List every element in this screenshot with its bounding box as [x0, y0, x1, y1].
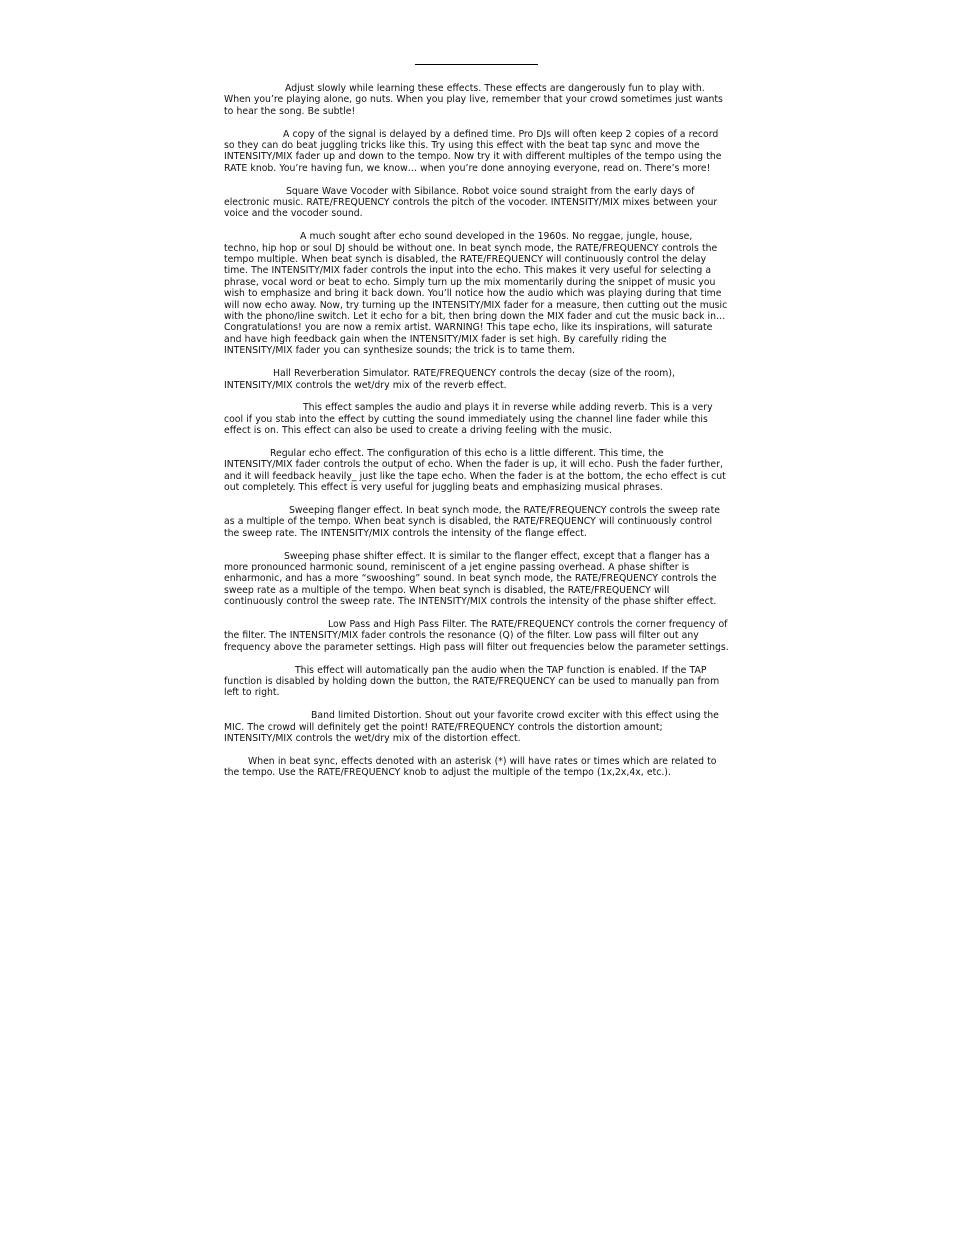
paragraph-text: Low Pass and High Pass Filter. The RATE/FREQUENCY controls the corner frequency of the filter. The INTENSITY/MIX fader controls the resonance (Q) of the filter. Low pass will filter out any frequency above the parameter settings. High pass will filter out frequencies below the parameter settings.: [224, 618, 729, 653]
effect-paragraph: [224, 505, 730, 539]
paragraph-text: Adjust slowly while learning these effects. These effects are dangerously fun to play with. When you’re playing alone, go nuts. When you play live, remember that your crowd sometimes just wants to hear the song. Be subtle!: [224, 83, 723, 117]
paragraph-text: Hall Reverberation Simulator. RATE/FREQUENCY controls the decay (size of the room), INTENSITY/MIX controls the wet/dry mix of the reverb effect.: [224, 368, 675, 391]
heading-rule: [415, 64, 538, 65]
effect-paragraph: [224, 368, 730, 391]
effect-paragraph: [224, 619, 730, 653]
effect-paragraph: [224, 448, 730, 494]
paragraph-text: Sweeping flanger effect. In beat synch mode, the RATE/FREQUENCY controls the sweep rate as a multiple of the tempo. When beat synch is disabled, the RATE/FREQUENCY will continuously control the sweep rate. The INTENSITY/MIX controls the intensity of the flange effect.: [224, 504, 720, 539]
effects-description-list: [224, 83, 730, 790]
effect-paragraph: [224, 551, 730, 608]
paragraph-text: Regular echo effect. The configuration of this echo is a little different. This time, the INTENSITY/MIX fader controls the output of echo. When the fader is up, it will echo. Push the fader further, and it will feedback heavily_ just like the tape echo. When the fader is at the bottom, the echo effect is cut out completely. This effect is very useful for juggling beats and emphasizing musical phrases.: [224, 447, 726, 494]
paragraph-text: Band limited Distortion. Shout out your favorite crowd exciter with this effect using the MIC. The crowd will definitely get the point! RATE/FREQUENCY controls the distortion amount; INTENSITY/MIX controls the wet/dry mix of the distortion effect.: [224, 710, 719, 744]
beat-sync-note: [224, 756, 730, 779]
paragraph-text: Square Wave Vocoder with Sibilance. Robot voice sound straight from the early days of electronic music. RATE/FREQUENCY controls the pitch of the vocoder. INTENSITY/MIX mixes between your voice and the vocoder sound.: [224, 185, 718, 220]
paragraph-text: This effect will automatically pan the audio when the TAP function is enabled. If the TAP function is disabled by holding down the button, the RATE/FREQUENCY can be used to manually pan from left to right.: [224, 664, 720, 699]
effect-paragraph: [224, 710, 730, 744]
paragraph-text: When in beat sync, effects denoted with an asterisk (*) will have rates or times which are related to the tempo. Use the RATE/FREQUENCY knob to adjust the multiple of the tempo (1x,2x,4x, etc.).: [224, 755, 717, 779]
paragraph-text: This effect samples the audio and plays it in reverse while adding reverb. This is a very cool if you stab into the effect by cutting the sound immediately using the channel line fader while this effect is on. This effect can also be used to create a driving feeling with the music.: [224, 402, 713, 437]
effect-paragraph: [224, 665, 730, 699]
effect-paragraph: [224, 231, 730, 356]
effect-paragraph: [224, 186, 730, 220]
paragraph-text: A much sought after echo sound developed in the 1960s. No reggae, jungle, house, techno, hip hop or soul DJ should be without one. In beat synch mode, the RATE/FREQUENCY controls the tempo multiple. When beat synch is disabled, the RATE/FREQUENCY will continuously control the delay time. The INTENSITY/MIX fader controls the input into the echo. This makes it very useful for selecting a phrase, vocal word or beat to echo. Simply turn up the mix momentarily during the snippet of music you wish to emphasize and bring it back down. You’ll notice how the audio which was playing during that time will now echo away. Now, try turning up the INTENSITY/MIX fader for a measure, then cutting out the music with the phono/line switch. Let it echo for a bit, then bring down the MIX fader and cut the music back in… Congratulations! you are now a remix artist. WARNING! This tape echo, like its inspirations, will saturate and have high feedback gain when the INTENSITY/MIX fader is set high. By carefully riding the INTENSITY/MIX fader you can synthesize sounds; the trick is to tame them.: [224, 231, 728, 357]
effect-paragraph: [224, 83, 730, 117]
effect-paragraph: [224, 402, 730, 436]
paragraph-text: Sweeping phase shifter effect. It is similar to the flanger effect, except that a flanger has a more pronounced harmonic sound, reminiscent of a jet engine passing overhead. A phase shifter is enharmonic, and has a more “swooshing” sound. In beat synch mode, the RATE/FREQUENCY controls the sweep rate as a multiple of the tempo. When beat synch is disabled, the RATE/FREQUENCY will continuously control the sweep rate. The INTENSITY/MIX controls the intensity of the phase shifter effect.: [224, 550, 717, 608]
effect-paragraph: [224, 129, 730, 175]
paragraph-text: A copy of the signal is delayed by a defined time. Pro DJs will often keep 2 copies of a record so they can do beat juggling tricks like this. Try using this effect with the beat tap sync and move the INTENSITY/MIX fader up and down to the tempo. Now try it with different multiples of the tempo using the RATE knob. You’re having fun, we know… when you’re done annoying everyone, read on. There’s more!: [224, 128, 722, 174]
